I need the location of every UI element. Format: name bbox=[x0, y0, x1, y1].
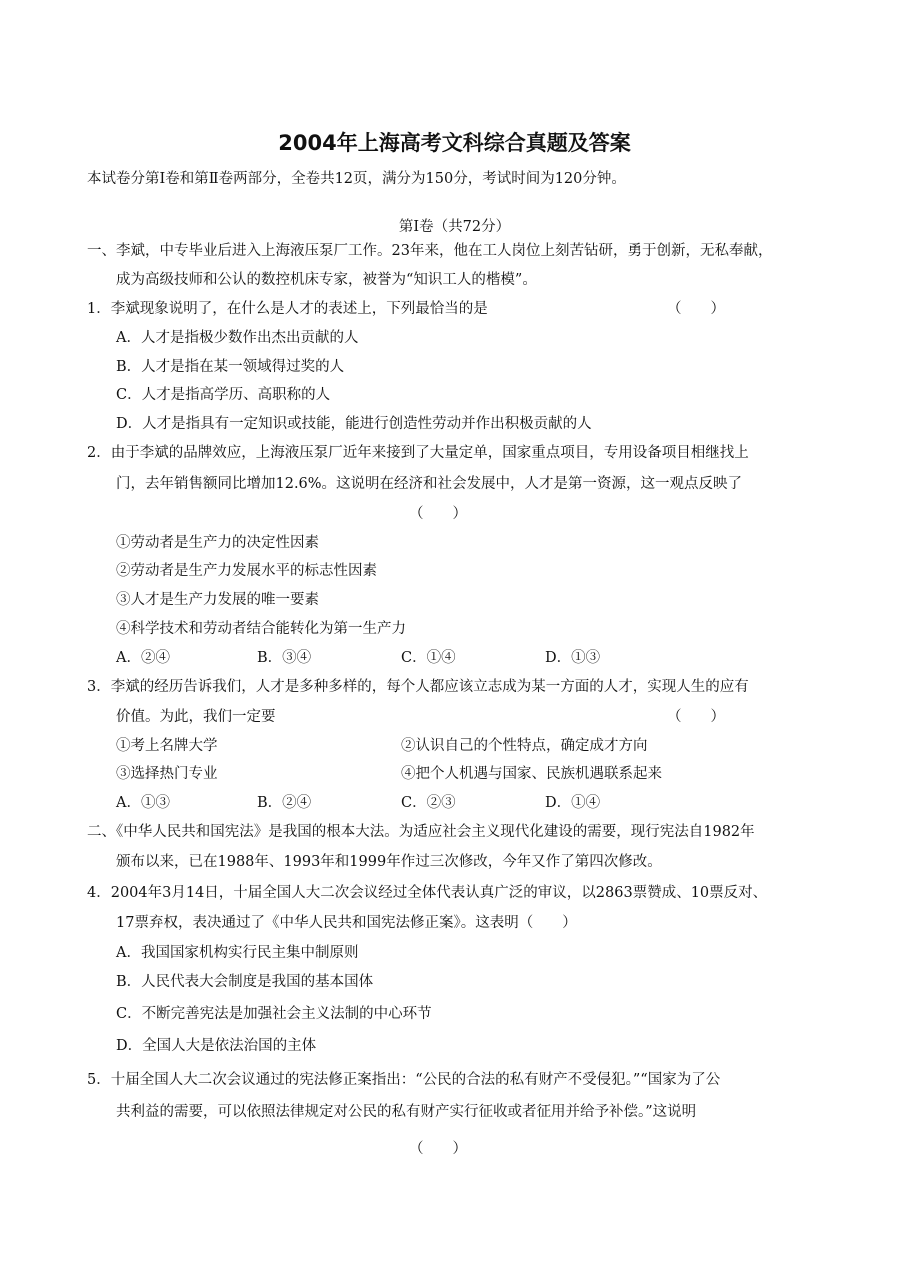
q2-answer-blank: （ ） bbox=[409, 506, 467, 522]
q2-statement-1: ①劳动者是生产力的决定性因素 bbox=[116, 535, 319, 551]
q3-option-a: A．①③ bbox=[116, 795, 170, 811]
q3-option-d: D．①④ bbox=[545, 795, 601, 811]
document-title: 2004年上海高考文科综合真题及答案 bbox=[278, 131, 631, 155]
q3-stem-line1: 3．李斌的经历告诉我们，人才是多种多样的，每个人都应该立志成为某一方面的人才，实现人生的应有 bbox=[87, 679, 749, 695]
q1-option-b: B．人才是指在某一领域得过奖的人 bbox=[116, 359, 345, 375]
q5-stem-line1: 5．十届全国人大二次会议通过的宪法修正案指出：“公民的合法的私有财产不受侵犯。”“国家为了公 bbox=[87, 1072, 721, 1088]
q3-stem-line2: 价值。为此，我们一定要 bbox=[116, 709, 276, 725]
section2-line1: 二、《中华人民共和国宪法》是我国的根本大法。为适应社会主义现代化建设的需要，现行宪法自1982年 bbox=[87, 824, 755, 840]
q1-option-c: C．人才是指高学历、高职称的人 bbox=[116, 387, 331, 403]
section2-line2: 颁布以来，已在1988年、1993年和1999年作过三次修改，今年又作了第四次修改。 bbox=[116, 854, 662, 870]
q2-option-c: C．①④ bbox=[401, 650, 456, 666]
q3-option-c: C．②③ bbox=[401, 795, 456, 811]
q2-stem-line2: 门，去年销售额同比增加12.6%。这说明在经济和社会发展中，人才是第一资源，这一观点反映了 bbox=[116, 476, 743, 492]
q2-option-a: A．②④ bbox=[116, 650, 170, 666]
section1-line1: 一、李斌，中专毕业后进入上海液压泵厂工作。23年来，他在工人岗位上刻苦钻研，勇于创新，无私奉献， bbox=[87, 243, 773, 259]
q4-option-d: D．全国人大是依法治国的主体 bbox=[116, 1038, 317, 1054]
q5-answer-blank: （ ） bbox=[409, 1141, 467, 1157]
q3-statement-4: ④把个人机遇与国家、民族机遇联系起来 bbox=[401, 766, 662, 782]
q4-option-a: A．我国国家机构实行民主集中制原则 bbox=[116, 945, 359, 961]
q4-stem-line1: 4．2004年3月14日，十届全国人大二次会议经过全体代表认真广泛的审议，以2863票赞成、10票反对、 bbox=[87, 885, 768, 901]
part1-heading: 第Ⅰ卷（共72分） bbox=[398, 219, 511, 235]
q1-option-a: A．人才是指极少数作出杰出贡献的人 bbox=[116, 330, 359, 346]
q4-option-b: B．人民代表大会制度是我国的基本国体 bbox=[116, 974, 374, 990]
q2-statement-4: ④科学技术和劳动者结合能转化为第一生产力 bbox=[116, 621, 406, 637]
q1-stem: 1．李斌现象说明了，在什么是人才的表述上，下列最恰当的是 bbox=[87, 301, 488, 317]
q1-answer-blank: （ ） bbox=[667, 301, 725, 317]
q2-option-d: D．①③ bbox=[545, 650, 601, 666]
q1-option-d: D．人才是指具有一定知识或技能，能进行创造性劳动并作出积极贡献的人 bbox=[116, 416, 592, 432]
q2-option-b: B．③④ bbox=[257, 650, 312, 666]
q2-stem-line1: 2．由于李斌的品牌效应，上海液压泵厂近年来接到了大量定单，国家重点项目，专用设备项目相继找上 bbox=[87, 445, 749, 461]
q3-statement-2: ②认识自己的个性特点，确定成才方向 bbox=[401, 738, 648, 754]
q5-stem-line2: 共利益的需要，可以依照法律规定对公民的私有财产实行征收或者征用并给予补偿。”这说明 bbox=[116, 1104, 697, 1120]
q3-statement-3: ③选择热门专业 bbox=[116, 766, 218, 782]
section1-line2: 成为高级技师和公认的数控机床专家，被誉为“知识工人的楷模”。 bbox=[116, 272, 537, 288]
intro-text: 本试卷分第Ⅰ卷和第Ⅱ卷两部分，全卷共12页，满分为150分，考试时间为120分钟。 bbox=[87, 171, 626, 187]
q3-option-b: B．②④ bbox=[257, 795, 312, 811]
q3-statement-1: ①考上名牌大学 bbox=[116, 738, 218, 754]
q3-answer-blank: （ ） bbox=[667, 709, 725, 725]
q4-stem-line2: 17票弃权，表决通过了《中华人民共和国宪法修正案》。这表明（ ） bbox=[116, 915, 577, 931]
q4-option-c: C．不断完善宪法是加强社会主义法制的中心环节 bbox=[116, 1006, 432, 1022]
q2-statement-3: ③人才是生产力发展的唯一要素 bbox=[116, 592, 319, 608]
q2-statement-2: ②劳动者是生产力发展水平的标志性因素 bbox=[116, 563, 377, 579]
